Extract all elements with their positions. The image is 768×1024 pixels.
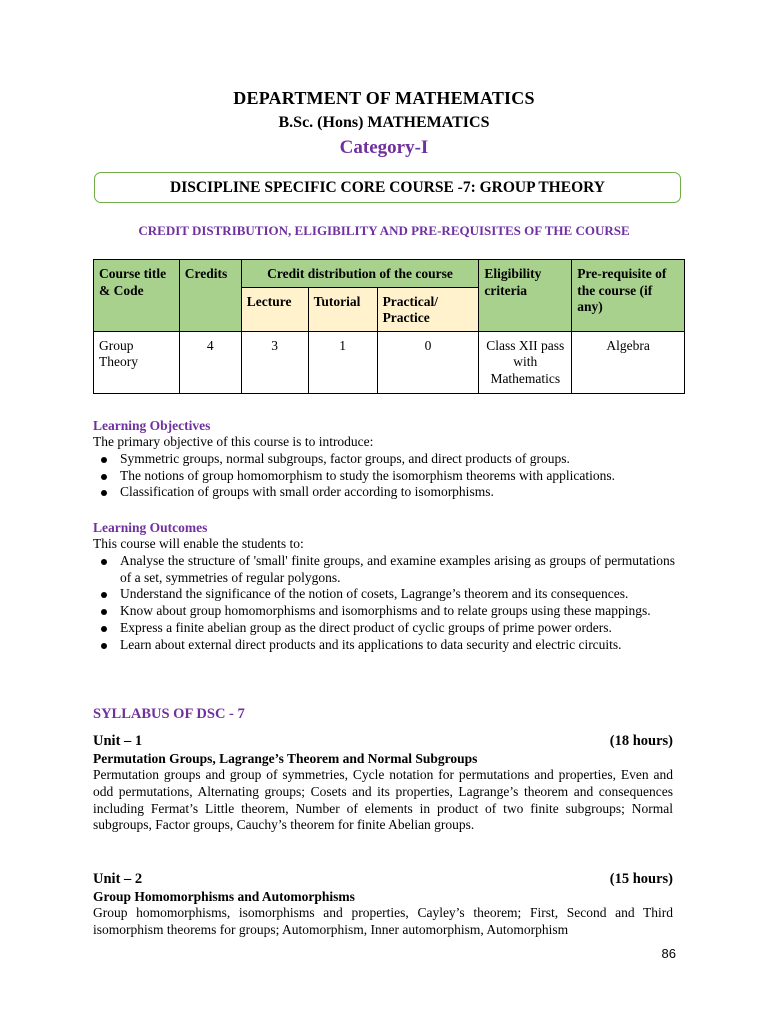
list-item: Understand the significance of the notion of cosets, Lagrange’s theorem and its consequences. — [93, 586, 675, 603]
unit-name: Unit – 1 — [93, 733, 143, 749]
list-item: Learn about external direct products and its applications to data security and electric circuits. — [93, 637, 675, 654]
learning-outcomes-section — [93, 520, 675, 654]
header-eligibility: Eligibility criteria — [479, 260, 572, 332]
unit-subtitle: Permutation Groups, Lagrange’s Theorem and Normal Subgroups — [93, 751, 478, 766]
header-credits: Credits — [179, 260, 241, 332]
learning-objectives-intro: The primary objective of this course is to introduce: — [93, 434, 374, 449]
unit-name: Unit – 2 — [93, 871, 143, 887]
course-title-box: DISCIPLINE SPECIFIC CORE COURSE -7: GROUP THEORY — [94, 172, 681, 203]
list-item: Know about group homomorphisms and isomorphisms and to relate groups using these mappings. — [93, 603, 675, 620]
header-lecture: Lecture — [241, 287, 308, 331]
cell-prerequisite: Algebra — [572, 331, 685, 393]
list-item: Analyse the structure of 'small' finite groups, and examine examples arising as groups of permutations of a set, symmetries of regular polygons. — [93, 553, 675, 587]
page-number: 86 — [661, 946, 676, 961]
cell-course: Group Theory — [94, 331, 180, 393]
syllabus-heading: SYLLABUS OF DSC - 7 — [93, 706, 245, 722]
department-heading: DEPARTMENT OF MATHEMATICS — [233, 88, 535, 108]
cell-practical: 0 — [377, 331, 479, 393]
course-table — [93, 259, 685, 394]
header-prerequisite: Pre-requisite of the course (if any) — [572, 260, 685, 332]
header-distribution: Credit distribution of the course — [241, 260, 479, 288]
credit-distribution-heading: CREDIT DISTRIBUTION, ELIGIBILITY AND PRE-REQUISITES OF THE COURSE — [138, 223, 630, 238]
list-item: Symmetric groups, normal subgroups, factor groups, and direct products of groups. — [93, 451, 688, 468]
learning-objectives-list — [93, 451, 688, 501]
learning-objectives-section — [93, 418, 688, 501]
list-item: Classification of groups with small order according to isomorphisms. — [93, 484, 688, 501]
cell-tutorial: 1 — [308, 331, 377, 393]
cell-credits: 4 — [179, 331, 241, 393]
list-item: Express a finite abelian group as the direct product of cyclic groups of prime power orders. — [93, 620, 675, 637]
learning-outcomes-intro: This course will enable the students to: — [93, 536, 304, 551]
header-course: Course title & Code — [94, 260, 180, 332]
unit-section — [93, 733, 673, 834]
header-tutorial: Tutorial — [308, 287, 377, 331]
category-heading: Category-I — [339, 137, 429, 158]
programme-heading: B.Sc. (Hons) MATHEMATICS — [278, 114, 490, 131]
unit-body: Permutation groups and group of symmetries, Cycle notation for permutations and properties, Even and odd permutations, Alternating groups; Cosets and its properties, Lagrange’s theorem and consequences including Fermat’s Little theorem, Number of elements in product of two finite subgroups; Normal subgroups, Factor groups, Cauchy’s theorem for finite Abelian groups. — [93, 767, 673, 833]
unit-hours: (15 hours) — [609, 871, 673, 887]
cell-lecture: 3 — [241, 331, 308, 393]
learning-outcomes-list — [93, 553, 675, 654]
learning-outcomes-title: Learning Outcomes — [93, 520, 208, 535]
learning-objectives-title: Learning Objectives — [93, 418, 211, 433]
unit-body: Group homomorphisms, isomorphisms and properties, Cayley’s theorem; First, Second and Third isomorphism theorems for groups; Automorphism, Inner automorphism, Automorphism — [93, 905, 673, 937]
unit-hours: (18 hours) — [609, 733, 673, 749]
list-item: The notions of group homomorphism to study the isomorphism theorems with applications. — [93, 468, 688, 485]
cell-eligibility: Class XII pass with Mathematics — [479, 331, 572, 393]
unit-section — [93, 871, 673, 939]
unit-subtitle: Group Homomorphisms and Automorphisms — [93, 889, 355, 904]
header-practical: Practical/ Practice — [377, 287, 479, 331]
